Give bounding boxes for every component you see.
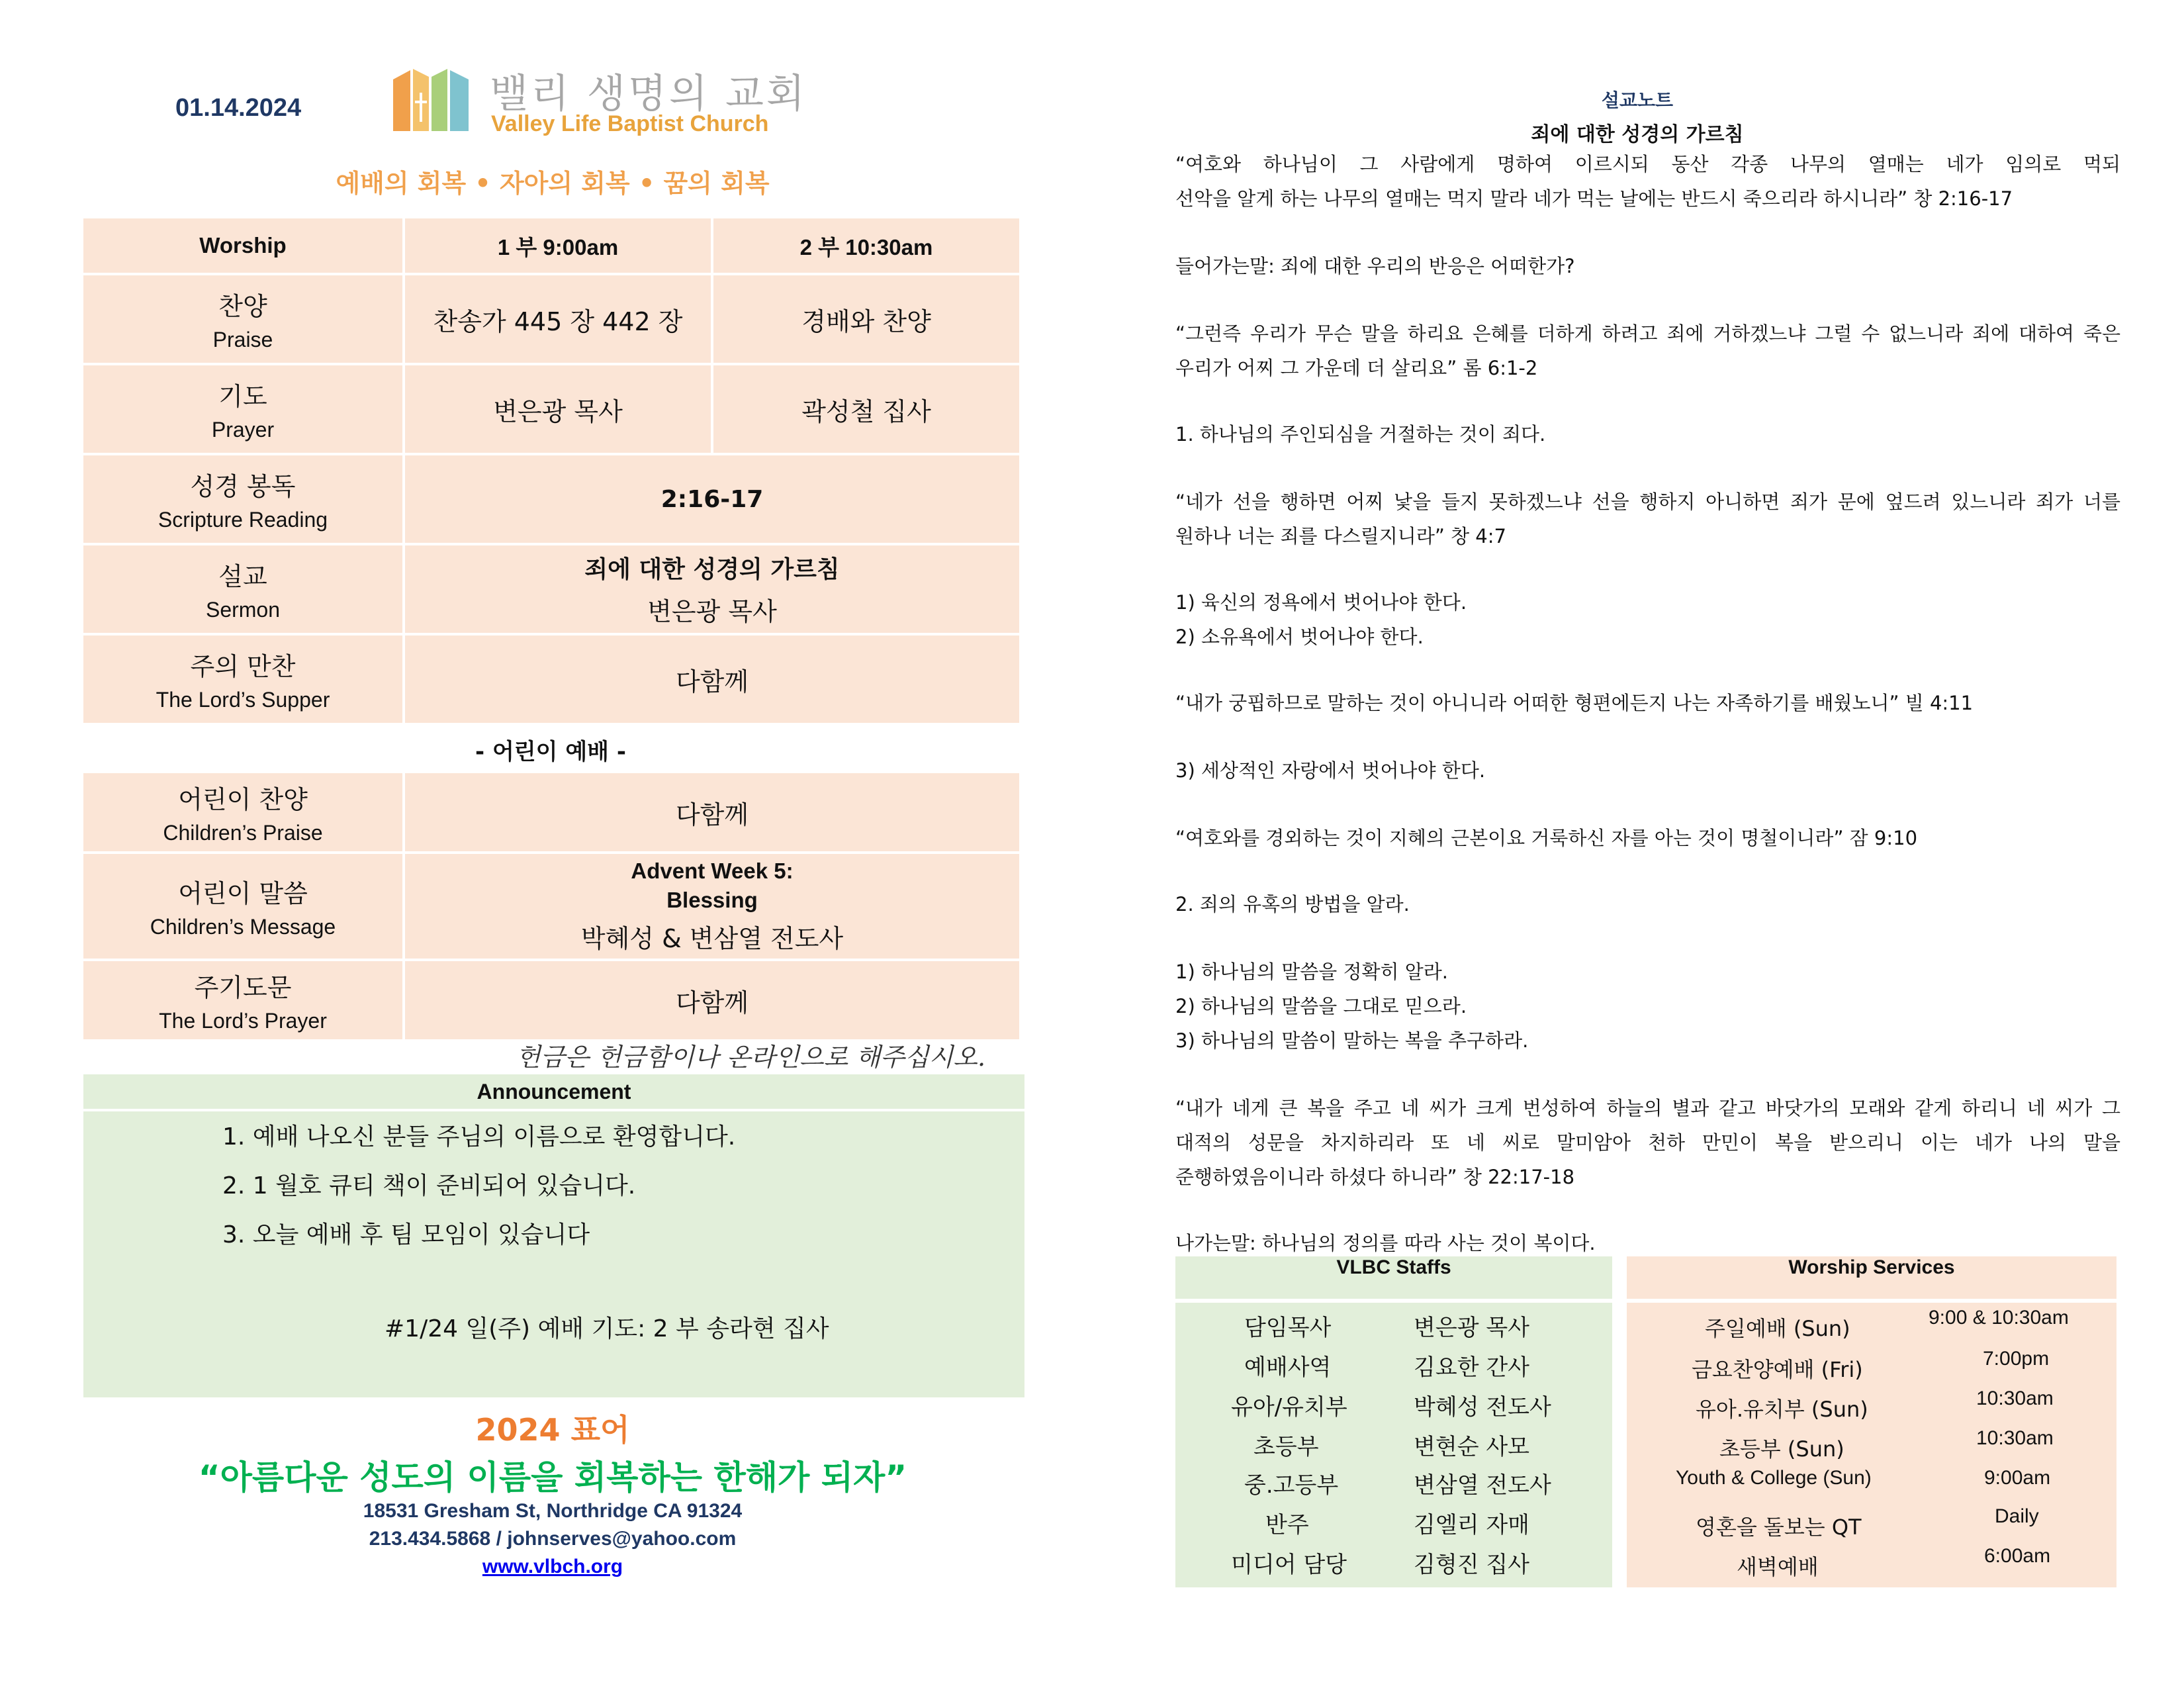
sermon-preacher: 변은광 목사: [647, 597, 777, 626]
service-name: Youth & College (Sun): [1676, 1467, 1872, 1489]
announcement-box: [83, 1111, 1024, 1397]
prayer-first-service: 변은광 목사: [405, 365, 711, 453]
church-website-link[interactable]: www.vlbch.org: [482, 1556, 623, 1577]
announcement-item: 3. 오늘 예배 후 팀 모임이 있습니다: [222, 1221, 590, 1248]
row-label-ko: 주의 만찬: [190, 652, 296, 681]
childrens-message-info: [405, 854, 1019, 959]
sermon-info: [405, 545, 1019, 633]
row-label-en: Prayer: [211, 418, 275, 442]
row-label-en: Children’s Message: [150, 915, 336, 939]
note-line: 들어가는말: 죄에 대한 우리의 반응은 어떠한가?: [1175, 255, 1575, 277]
worship-services-title: Worship Services: [1627, 1256, 2116, 1299]
childrens-message-speaker: 박혜성 & 변삼열 전도사: [580, 923, 844, 953]
row-label-sermon: [83, 545, 402, 633]
note-line: 대적의 성문을 차지하리라 또 네 씨로 말미암아 천하 만민이 복을 받으리니 이는 네가 나의 말을: [1175, 1131, 2120, 1154]
year-slogan: “아름다운 성도의 이름을 회복하는 한해가 되자”: [198, 1458, 907, 1497]
note-line: “내가 궁핍하므로 말하는 것이 아니니라 어떠한 형편에든지 나는 자족하기를 배웠노니” 빌 4:11: [1175, 692, 1974, 714]
row-label-en: Children’s Praise: [163, 821, 323, 845]
row-label-ko: 어린이 말씀: [178, 879, 308, 908]
note-line: 2. 죄의 유혹의 방법을 알라.: [1175, 893, 1410, 915]
staff-name: 변삼열 전도사: [1414, 1472, 1551, 1499]
service-name: 초등부 (Sun): [1719, 1436, 1844, 1462]
row-label-prayer: [83, 365, 402, 453]
service-name: 주일예배 (Sun): [1705, 1316, 1850, 1341]
row-label-en: Praise: [212, 328, 273, 352]
row-label-ko: 설교: [218, 562, 267, 591]
praise-second-service: 경배와 찬양: [713, 275, 1019, 363]
sermon-title: 죄에 대한 성경의 가르침: [584, 556, 840, 583]
staffs-list: [1175, 1303, 1612, 1587]
row-label-childrens-praise: [83, 773, 402, 851]
note-line: 3) 하나님의 말씀이 말하는 복을 추구하라.: [1175, 1029, 1529, 1052]
childrens-message-line1: Advent Week 5:: [631, 858, 794, 883]
table-header-second-service: 2 부 10:30am: [713, 218, 1019, 273]
lords-supper-value: 다함께: [405, 635, 1019, 723]
service-time: 7:00pm: [1983, 1348, 2050, 1370]
service-time: 9:00 & 10:30am: [1929, 1307, 2069, 1329]
note-line: “여호와 하나님이 그 사람에게 명하여 이르시되 동산 각종 나무의 열매는 네가 임의로 먹되: [1175, 153, 2120, 175]
note-line: 1) 하나님의 말씀을 정확히 알라.: [1175, 961, 1449, 983]
service-name: 새벽예배: [1737, 1554, 1819, 1579]
church-contact: 213.434.5868 / johnserves@yahoo.com: [369, 1528, 737, 1550]
row-label-ko: 어린이 찬양: [178, 785, 308, 814]
announcement-item: 1. 예배 나오신 분들 주님의 이름으로 환영합니다.: [222, 1123, 736, 1150]
row-label-ko: 성경 봉독: [190, 472, 296, 501]
childrens-praise-value: 다함께: [405, 773, 1019, 851]
note-line: “네가 선을 행하면 어찌 낯을 들지 못하겠느냐 선을 행하지 아니하면 죄가 문에 엎드려 있느니라 죄가 너를: [1175, 491, 2120, 513]
row-label-lords-supper: [83, 635, 402, 723]
praise-first-service: 찬송가 445 장 442 장: [405, 275, 711, 363]
service-name: 금요찬양예배 (Fri): [1692, 1357, 1863, 1382]
announcement-title: Announcement: [83, 1074, 1024, 1109]
staff-role: 미디어 담당: [1231, 1552, 1347, 1578]
childrens-message-line2: Blessing: [666, 887, 758, 912]
note-line: “여호와를 경외하는 것이 지혜의 근본이요 거룩하신 자를 아는 것이 명철이니라” 잠 9:10: [1175, 827, 1918, 849]
childrens-worship-title: - 어린이 예배 -: [475, 739, 626, 765]
staff-name: 변현순 사모: [1414, 1434, 1530, 1460]
worship-services-list: [1627, 1303, 2116, 1587]
row-label-en: The Lord’s Supper: [156, 688, 330, 712]
lords-prayer-value: 다함께: [405, 961, 1019, 1039]
staff-name: 김요한 간사: [1414, 1354, 1530, 1381]
service-time: 9:00am: [1984, 1467, 2051, 1489]
row-label-ko: 찬양: [218, 292, 267, 321]
announcement-item: 2. 1 월호 큐티 책이 준비되어 있습니다.: [222, 1172, 636, 1199]
church-motto: 예배의 회복 • 자아의 회복 • 꿈의 회복: [336, 169, 770, 198]
bulletin-date: 01.14.2024: [175, 94, 302, 122]
church-logo-icon: [392, 66, 471, 132]
service-time: 6:00am: [1984, 1545, 2051, 1567]
note-line: “그런즉 우리가 무슨 말을 하리요 은혜를 더하게 하려고 죄에 거하겠느냐 그럴 수 없느니라 죄에 대하여 죽은: [1175, 322, 2120, 345]
sermon-notes-title: 설교노트: [1601, 89, 1674, 111]
staff-name: 변은광 목사: [1414, 1315, 1530, 1341]
note-line: 준행하였음이니라 하셨다 하니라” 창 22:17-18: [1175, 1166, 1575, 1188]
announcement-prayer-note: #1/24 일(주) 예배 기도: 2 부 송라현 집사: [385, 1315, 829, 1342]
row-label-en: Sermon: [205, 598, 281, 622]
sermon-notes-subtitle: 죄에 대한 성경의 가르침: [1531, 123, 1744, 146]
staff-name: 박혜성 전도사: [1414, 1394, 1551, 1421]
table-header-worship: Worship: [83, 218, 402, 273]
row-label-en: Scripture Reading: [158, 508, 328, 532]
row-label-praise: [83, 275, 402, 363]
row-label-ko: 기도: [218, 382, 267, 411]
note-line: 1. 하나님의 주인되심을 거절하는 것이 죄다.: [1175, 423, 1546, 445]
note-line: 선악을 알게 하는 나무의 열매는 먹지 말라 네가 먹는 날에는 반드시 죽으리라 하시니라” 창 2:16-17: [1175, 187, 2013, 210]
church-address: 18531 Gresham St, Northridge CA 91324: [363, 1500, 743, 1522]
church-name-english: Valley Life Baptist Church: [491, 111, 769, 136]
year-motto-label: 2024 표어: [475, 1412, 630, 1448]
row-label-ko: 주기도문: [194, 973, 292, 1002]
note-line: 우리가 어찌 그 가운데 더 살리요” 롬 6:1-2: [1175, 357, 1538, 379]
staff-role: 반주: [1265, 1512, 1309, 1538]
row-label-scripture: [83, 455, 402, 543]
note-line: 원하나 너는 죄를 다스릴지니라” 창 4:7: [1175, 525, 1506, 547]
table-header-first-service: 1 부 9:00am: [405, 218, 711, 273]
staff-role: 유아/유치부: [1231, 1394, 1347, 1421]
service-name: 유아.유치부 (Sun): [1696, 1397, 1868, 1422]
service-time: 10:30am: [1976, 1427, 2054, 1449]
staff-name: 김엘리 자매: [1414, 1512, 1530, 1538]
note-line: “내가 네게 큰 복을 주고 네 씨가 크게 번성하여 하늘의 별과 같고 바닷가의 모래와 같게 하리니 네 씨가 그: [1175, 1097, 2120, 1119]
note-line: 나가는말: 하나님의 정의를 따라 사는 것이 복이다.: [1175, 1232, 1596, 1254]
scripture-reference: 2:16-17: [405, 455, 1019, 543]
note-line: 2) 소유욕에서 벗어나야 한다.: [1175, 626, 1424, 648]
row-label-lords-prayer: [83, 961, 402, 1039]
offering-note: 헌금은 헌금함이나 온라인으로 해주십시오.: [516, 1043, 986, 1072]
church-name-korean: 밸리 생명의 교회: [490, 71, 807, 117]
service-time: Daily: [1995, 1505, 2039, 1527]
note-line: 1) 육신의 정욕에서 벗어나야 한다.: [1175, 591, 1467, 614]
staff-role: 중.고등부: [1244, 1472, 1339, 1499]
staffs-title: VLBC Staffs: [1175, 1256, 1612, 1299]
staff-role: 초등부: [1253, 1434, 1319, 1460]
staff-name: 김형진 집사: [1414, 1552, 1530, 1578]
staff-role: 담임목사: [1244, 1315, 1332, 1341]
prayer-second-service: 곽성철 집사: [713, 365, 1019, 453]
note-line: 2) 하나님의 말씀을 그대로 믿으라.: [1175, 995, 1467, 1017]
row-label-childrens-message: [83, 854, 402, 959]
row-label-en: The Lord’s Prayer: [159, 1009, 327, 1033]
service-name: 영혼을 돌보는 QT: [1696, 1515, 1862, 1540]
note-line: 3) 세상적인 자랑에서 벗어나야 한다.: [1175, 759, 1486, 782]
staff-role: 예배사역: [1244, 1354, 1332, 1381]
service-time: 10:30am: [1976, 1387, 2054, 1409]
